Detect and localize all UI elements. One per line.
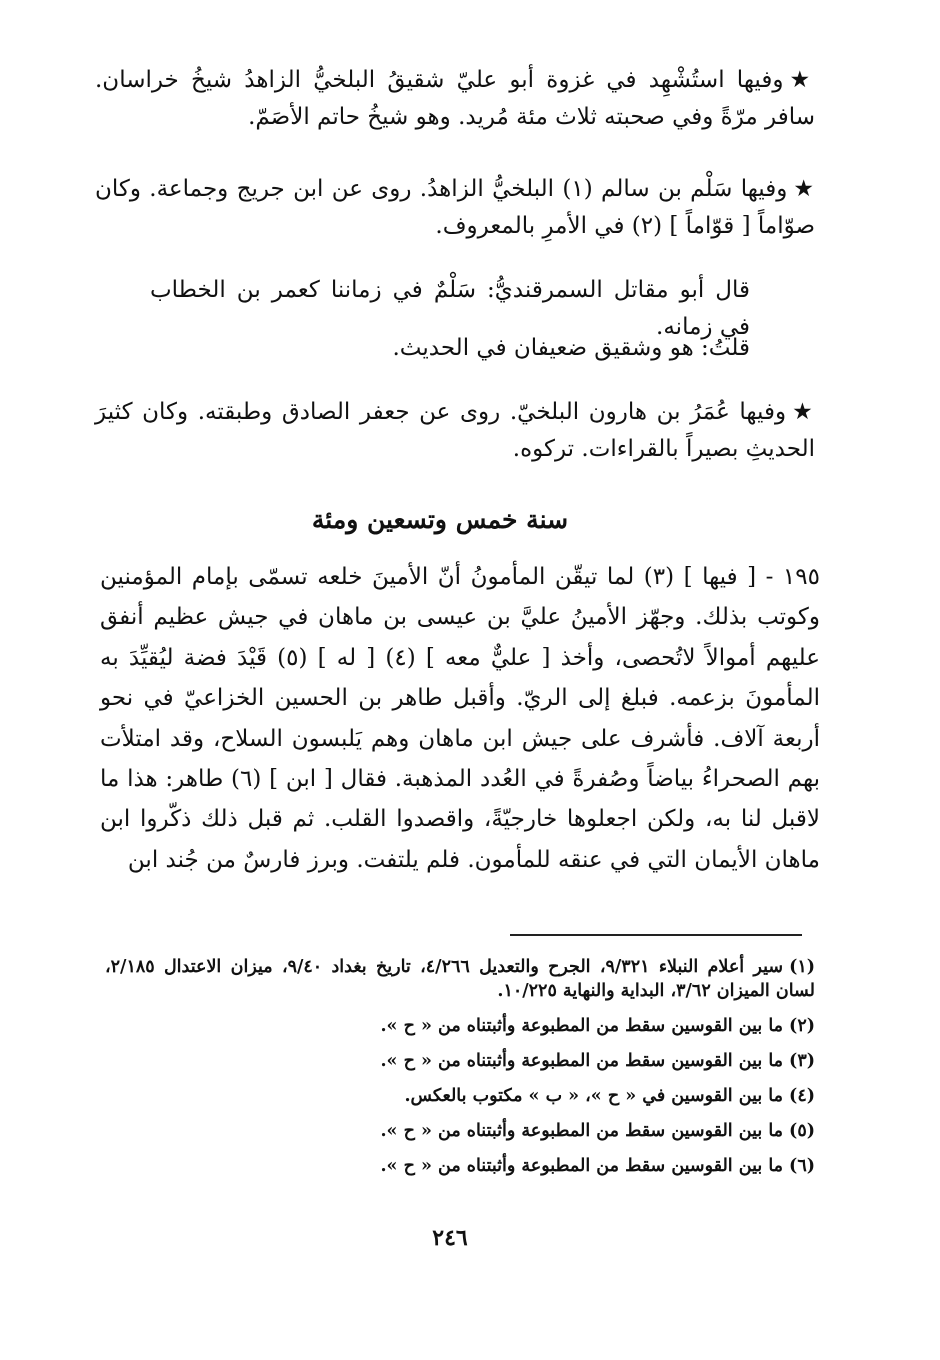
quote-qultu: قلتُ: هو وشقيق ضعيفان في الحديث.: [392, 335, 750, 361]
footnote: [105, 1154, 815, 1178]
footnote-text: ما بين القوسين في « ح »، « ب » مكتوب بالعكس.: [404, 1086, 784, 1106]
footnote: [105, 1084, 815, 1108]
footnote-text: ما بين القوسين سقط من المطبوعة وأثبتناه من « ح ».: [380, 1156, 784, 1176]
footnote: [105, 1014, 815, 1038]
footnote-text: ما بين القوسين سقط من المطبوعة وأثبتناه من « ح ».: [380, 1051, 784, 1071]
footnote-number: (٣): [789, 1051, 815, 1071]
quote-abu-muqatil: قال أبو مقاتل السمرقنديُّ: سَلْمٌ في زماننا كعمر بن الخطاب في زمانه.: [150, 277, 750, 340]
footnote-number: (٦): [789, 1156, 815, 1176]
footnote-number: (١): [789, 957, 816, 977]
footnote: [105, 1049, 815, 1073]
footnote-number: (٤): [789, 1086, 815, 1106]
entry-text: وفيها سَلْم بن سالم (١) البلخيُّ الزاهدُ. روى عن ابن جريج وجماعة. وكان صوّاماً [ قوّاماً ] (٢) في الأمرِ بالمعروف.: [95, 176, 815, 239]
footnote: [105, 1119, 815, 1143]
footnote-text: ما بين القوسين سقط من المطبوعة وأثبتناه من « ح ».: [380, 1121, 784, 1141]
footnote-number: (٢): [789, 1016, 815, 1036]
footnote-divider: [510, 934, 802, 936]
footnote-text: سير أعلام النبلاء ٩/٣٢١، الجرح والتعديل ٤/٢٦٦، تاريخ بغداد ٩/٤٠، ميزان الاعتدال ٢/١٨٥، لسان الميزان ٣/٦٢، البداية والنهاية ١٠/٢٢٥.: [105, 957, 815, 1001]
footnote-text: ما بين القوسين سقط من المطبوعة وأثبتناه من « ح ».: [380, 1016, 784, 1036]
entry-shaqiq: [95, 62, 815, 136]
footnote-number: (٥): [789, 1121, 815, 1141]
star-marker: ★: [789, 67, 816, 93]
entry-text: وفيها استُشْهِد في غزوة أبو عليّ شقيقُ البلخيُّ الزاهدُ شيخُ خراسان. سافر مرّةً وفي صحبته ثلاث مئة مُريد. وهو شيخُ حاتم الأصَمّ.: [95, 67, 815, 130]
footnotes: [105, 955, 815, 1189]
main-paragraph: ١٩٥ - [ فيها ] (٣) لما تيقّن المأمونُ أنّ الأمينَ خلعه تسمّى بإمام المؤمنين وكوتب بذلك. وجهّز الأمينُ عليَّ بن عيسى بن ماهان في جيش عظيم أنفق عليهم أموالاً لاتُحصى، وأخذ [ عليٌّ معه ] (٤) [ له ] (٥) قَيْدَ فضة ليُقيِّدَ به المأمونَ بزعمه. فبلغ إلى الريّ. وأقبل طاهر بن الحسين الخزاعيّ في نحو أربعة آلاف. فأشرف على جيش ابن ماهان وهم يَلبسون السلاح، وقد امتلأت بهم الصحراءُ بياضاً وصُفرةً في العُدد المذهبة. فقال [ ابن ] (٦) طاهر: هذا ما لاقبل لنا به، ولكن اجعلوها خارجيّةً، واقصدوا القلب. ثم قبل ذلك ذكّروا ابن ماهان الأيمان التي في عنقه للمأمون. فلم يلتفت. وبرز فارسٌ من جُند ابن: [100, 564, 821, 873]
star-marker: ★: [792, 399, 815, 425]
star-marker: ★: [793, 176, 815, 202]
page-number: ٢٤٦: [432, 1225, 468, 1251]
footnote: [105, 955, 815, 1003]
entry-salm: [95, 171, 815, 245]
year-heading: سنة خمس وتسعين ومئة: [311, 505, 569, 534]
entry-umar: [95, 394, 815, 468]
entry-text: وفيها عُمَرُ بن هارون البلخيّ. روى عن جعفر الصادق وطبقته. وكان كثيرَ الحديثِ بصيراً بالقراءات. تركوه.: [95, 399, 815, 462]
